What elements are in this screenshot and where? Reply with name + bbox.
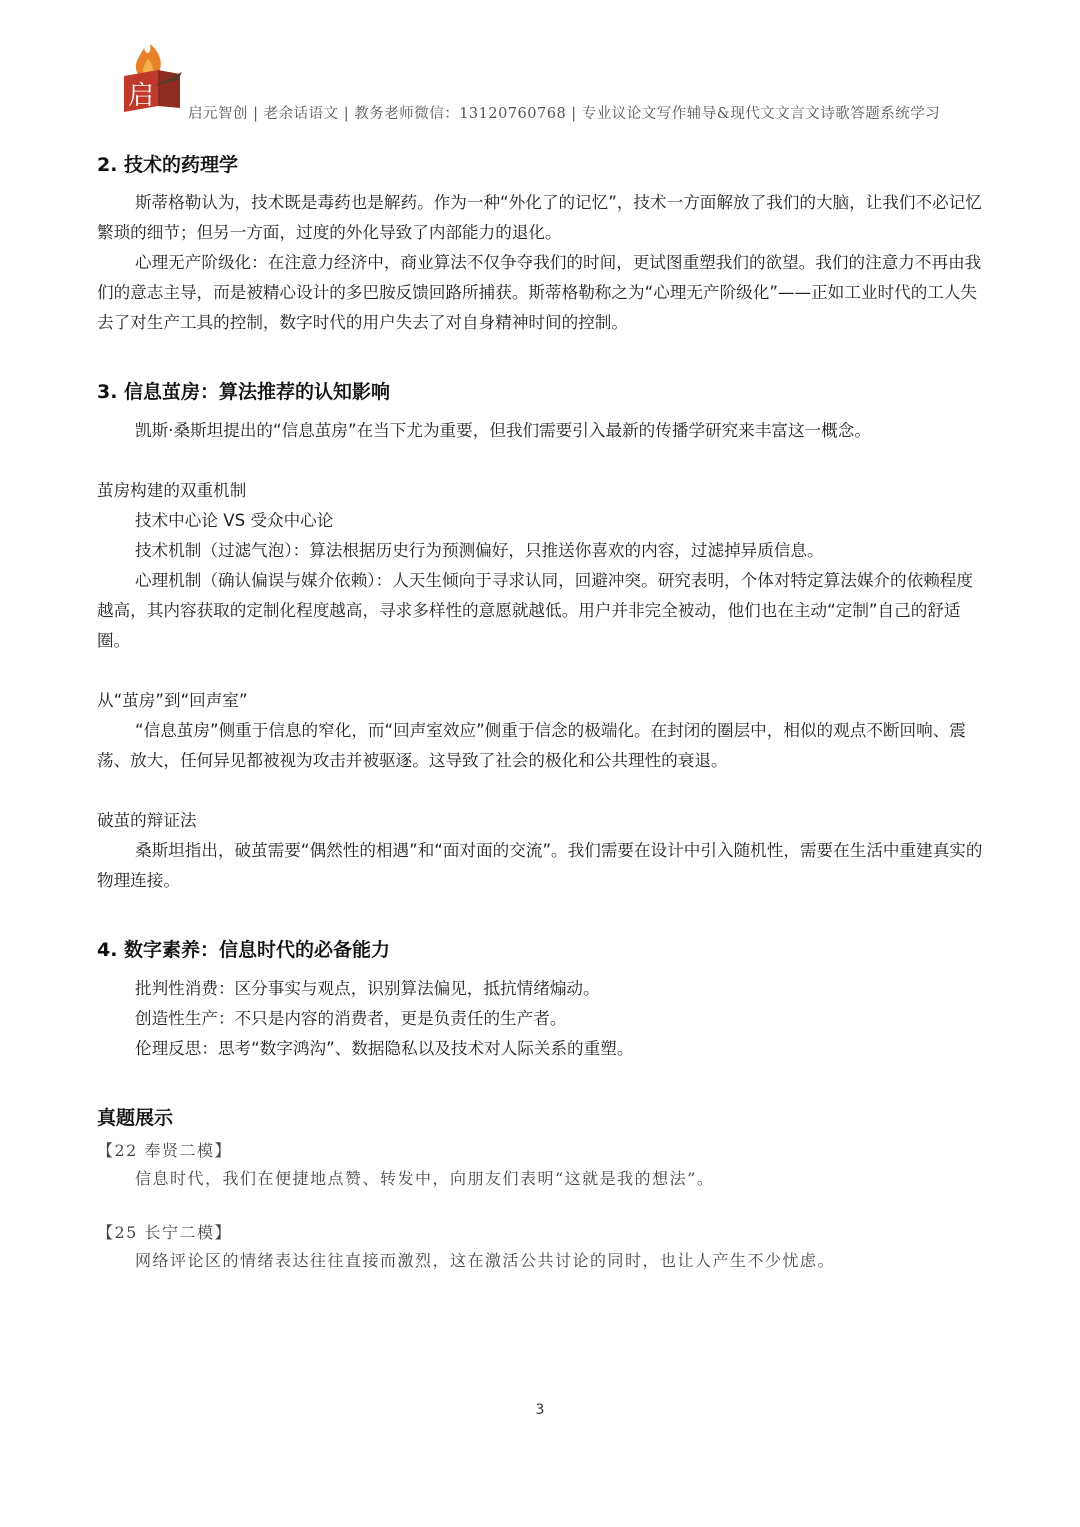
exam-1-text: 信息时代，我们在便捷地点赞、转发中，向朋友们表明“这就是我的想法”。 — [135, 1169, 715, 1188]
exam-2-text: 网络评论区的情绪表达往往直接而激烈，这在激活公共讨论的同时，也让人产生不少忧虑。 — [135, 1251, 836, 1270]
literacy-line-2: 创造性生产：不只是内容的消费者，更是负责任的生产者。 — [135, 1009, 567, 1028]
dialectics-paragraph: 桑斯坦指出，破茧需要“偶然性的相遇”和“面对面的交流”。我们需要在设计中引入随机性，需要在生活中重建真实的物理连接。 — [97, 841, 983, 890]
section-2-paragraph-1: 斯蒂格勒认为，技术既是毒药也是解药。作为一种“外化了的记忆”，技术一方面解放了我们的大脑，让我们不必记忆繁琐的细节；但另一方面，过度的外化导致了内部能力的退化。 — [97, 193, 982, 242]
exam-2-label: 【25 长宁二模】 — [97, 1223, 232, 1242]
exam-title: 真题展示 — [97, 1107, 174, 1129]
document-body — [97, 150, 987, 1275]
mechanism-line-2: 技术机制（过滤气泡）：算法根据历史行为预测偏好，只推送你喜欢的内容，过滤掉异质信息。 — [135, 541, 824, 560]
section-3-title: 3. 信息茧房：算法推荐的认知影响 — [97, 381, 391, 403]
flame-book-logo-icon — [118, 40, 188, 112]
page-number: 3 — [535, 1402, 545, 1418]
literacy-line-1: 批判性消费：区分事实与观点，识别算法偏见，抵抗情绪煽动。 — [135, 979, 600, 998]
literacy-line-3: 伦理反思：思考“数字鸿沟”、数据隐私以及技术对人际关系的重塑。 — [135, 1039, 634, 1058]
header-text: 启元智创 | 老余话语文 | 教务老师微信：13120760768 | 专业议论文写作辅导&现代文文言文诗歌答题系统学习 — [188, 106, 941, 122]
subsection-title-mechanism: 茧房构建的双重机制 — [97, 481, 247, 500]
subsection-title-dialectics: 破茧的辩证法 — [97, 811, 197, 830]
mechanism-line-3: 心理机制（确认偏误与媒介依赖）：人天生倾向于寻求认同，回避冲突。研究表明，个体对特定算法媒介的依赖程度越高，其内容获取的定制化程度越高，寻求多样性的意愿就越低。用户并非完全被动，他们也在主动“定制”自己的舒适圈。 — [97, 571, 973, 650]
section-2-title: 2. 技术的药理学 — [97, 154, 239, 176]
subsection-title-echo-chamber: 从“茧房”到“回声室” — [97, 691, 248, 710]
section-3-paragraph-1: 凯斯·桑斯坦提出的“信息茧房”在当下尤为重要，但我们需要引入最新的传播学研究来丰富这一概念。 — [135, 421, 871, 440]
exam-1-label: 【22 奉贤二模】 — [97, 1141, 232, 1160]
brand-logo — [118, 40, 188, 112]
section-4-title: 4. 数字素养：信息时代的必备能力 — [97, 939, 391, 961]
mechanism-line-1: 技术中心论 VS 受众中心论 — [135, 511, 334, 530]
section-2-paragraph-2: 心理无产阶级化：在注意力经济中，商业算法不仅争夺我们的时间，更试图重塑我们的欲望。我们的注意力不再由我们的意志主导，而是被精心设计的多巴胺反馈回路所捕获。斯蒂格勒称之为“心理无产阶级化”——正如工业时代的工人失去了对生产工具的控制，数字时代的用户失去了对自身精神时间的控制。 — [97, 253, 982, 332]
echo-chamber-paragraph: “信息茧房”侧重于信息的窄化，而“回声室效应”侧重于信念的极端化。在封闭的圈层中，相似的观点不断回响、震荡、放大，任何异见都被视为攻击并被驱逐。这导致了社会的极化和公共理性的衰退。 — [97, 721, 966, 770]
logo-character: 启 — [128, 81, 155, 111]
